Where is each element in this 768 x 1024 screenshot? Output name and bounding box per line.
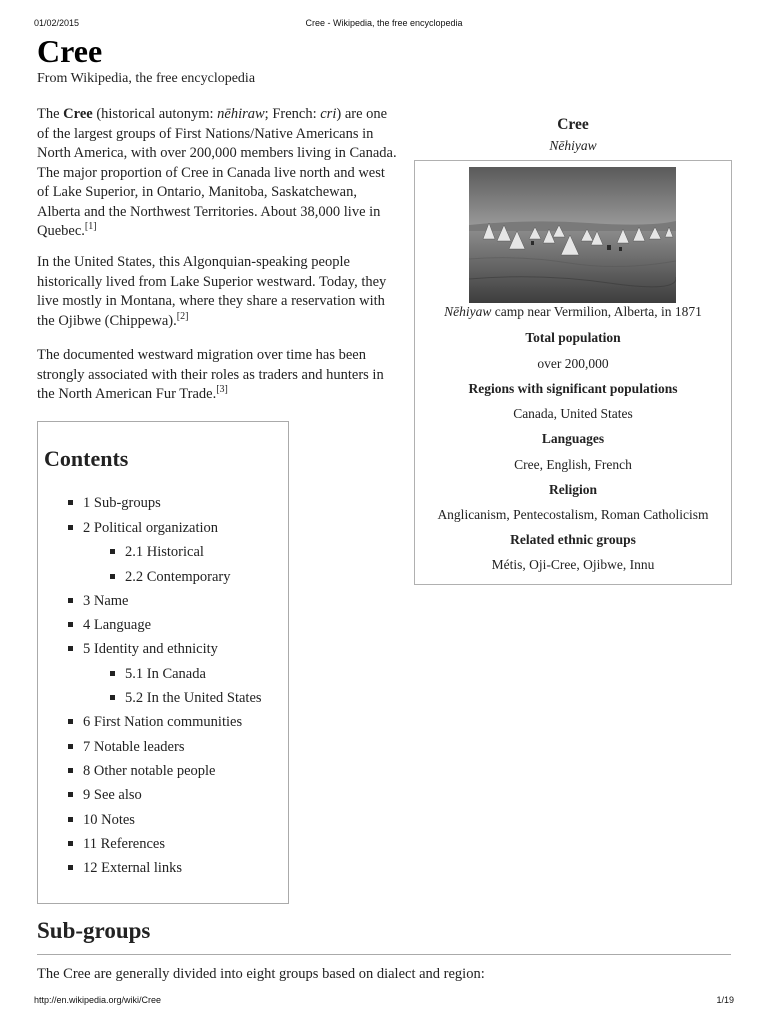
- bullet-icon: [68, 792, 73, 797]
- intro-paragraph: The Cree (historical autonym: nēhiraw; French: cri) are one of the largest groups of First Nations/Native Americans in North America, with over 200,000 members living in Canada. The major proportion of Cree in Canada live north and west of Lake Superior, in Ontario, Manitoba, Saskatchewan, Alberta and the Northwest Territories. About 38,000 live in Quebec.[1]: [37, 106, 397, 239]
- bullet-icon: [68, 841, 73, 846]
- infobox-value: Anglicanism, Pentecostalism, Roman Catholicism: [437, 507, 709, 522]
- print-url: http://en.wikipedia.org/wiki/Cree: [34, 995, 162, 1005]
- infobox-title: Cree: [557, 116, 589, 133]
- bullet-icon: [110, 671, 115, 676]
- intro-paragraph: The documented westward migration over time has been strongly associated with their roles as traders and hunters in the North American Fur Trade.[3]: [37, 347, 384, 402]
- article-tagline: From Wikipedia, the free encyclopedia: [37, 71, 256, 86]
- infobox-value: over 200,000: [537, 356, 609, 371]
- bullet-icon: [68, 744, 73, 749]
- intro-paragraph: In the United States, this Algonquian-speaking people historically lived from Lake Superior westward. Today, they live mostly in Montana, where they share a reservation with the Ojibwe (Chippewa).[2]: [37, 254, 387, 329]
- section-heading: Sub-groups: [37, 918, 151, 943]
- toc-link[interactable]: 5.2 In the United States: [110, 690, 262, 707]
- toc-link[interactable]: 6 First Nation communities: [68, 714, 242, 731]
- toc-link[interactable]: 5 Identity and ethnicity: [68, 641, 218, 658]
- toc-link[interactable]: 2.2 Contemporary: [110, 569, 231, 586]
- infobox-heading: Related ethnic groups: [510, 532, 636, 547]
- bullet-icon: [110, 549, 115, 554]
- bullet-icon: [68, 500, 73, 505]
- toc-link[interactable]: 12 External links: [68, 860, 182, 877]
- print-page-number: 1/19: [716, 995, 734, 1005]
- citation-link[interactable]: [2]: [176, 310, 189, 322]
- toc-title: Contents: [44, 446, 129, 471]
- section-divider: [37, 954, 731, 955]
- infobox-heading: Languages: [541, 431, 605, 446]
- bold-term: Cree: [63, 106, 93, 122]
- infobox-value: Canada, United States: [513, 406, 633, 421]
- bullet-icon: [110, 574, 115, 579]
- table-of-contents: [37, 421, 289, 904]
- toc-link[interactable]: 1 Sub-groups: [68, 495, 161, 512]
- toc-link[interactable]: 2 Political organization: [68, 520, 218, 537]
- toc-link[interactable]: 5.1 In Canada: [110, 666, 206, 683]
- bullet-icon: [110, 695, 115, 700]
- infobox-heading: Regions with significant populations: [468, 381, 678, 396]
- infobox-value: Cree, English, French: [514, 457, 632, 472]
- infobox-caption: Nēhiyaw camp near Vermilion, Alberta, in 1871: [444, 304, 702, 319]
- infobox-value: Métis, Oji-Cree, Ojibwe, Innu: [491, 557, 655, 572]
- bullet-icon: [68, 622, 73, 627]
- infobox-photo[interactable]: [469, 167, 676, 303]
- bullet-icon: [68, 525, 73, 530]
- toc-link[interactable]: 9 See also: [68, 787, 142, 804]
- print-page-title: Cree - Wikipedia, the free encyclopedia: [305, 18, 463, 28]
- toc-link[interactable]: 3 Name: [68, 593, 129, 610]
- article-title: Cree: [37, 33, 103, 69]
- bullet-icon: [68, 768, 73, 773]
- toc-link[interactable]: 2.1 Historical: [110, 544, 204, 561]
- bullet-icon: [68, 865, 73, 870]
- citation-link[interactable]: [1]: [84, 221, 97, 233]
- toc-link[interactable]: 11 References: [68, 836, 165, 853]
- infobox-heading: Religion: [548, 482, 597, 497]
- bullet-icon: [68, 719, 73, 724]
- print-date: 01/02/2015: [34, 18, 80, 28]
- toc-link[interactable]: 8 Other notable people: [68, 763, 215, 780]
- bullet-icon: [68, 817, 73, 822]
- bullet-icon: [68, 598, 73, 603]
- infobox-subtitle: Nēhiyaw: [549, 138, 597, 153]
- toc-link[interactable]: 10 Notes: [68, 812, 135, 829]
- citation-link[interactable]: [3]: [216, 384, 228, 396]
- section-paragraph: The Cree are generally divided into eight groups based on dialect and region:: [37, 966, 485, 982]
- bullet-icon: [68, 646, 73, 651]
- toc-link[interactable]: 4 Language: [68, 617, 151, 634]
- infobox-heading: Total population: [525, 330, 621, 345]
- toc-link[interactable]: 7 Notable leaders: [68, 739, 184, 756]
